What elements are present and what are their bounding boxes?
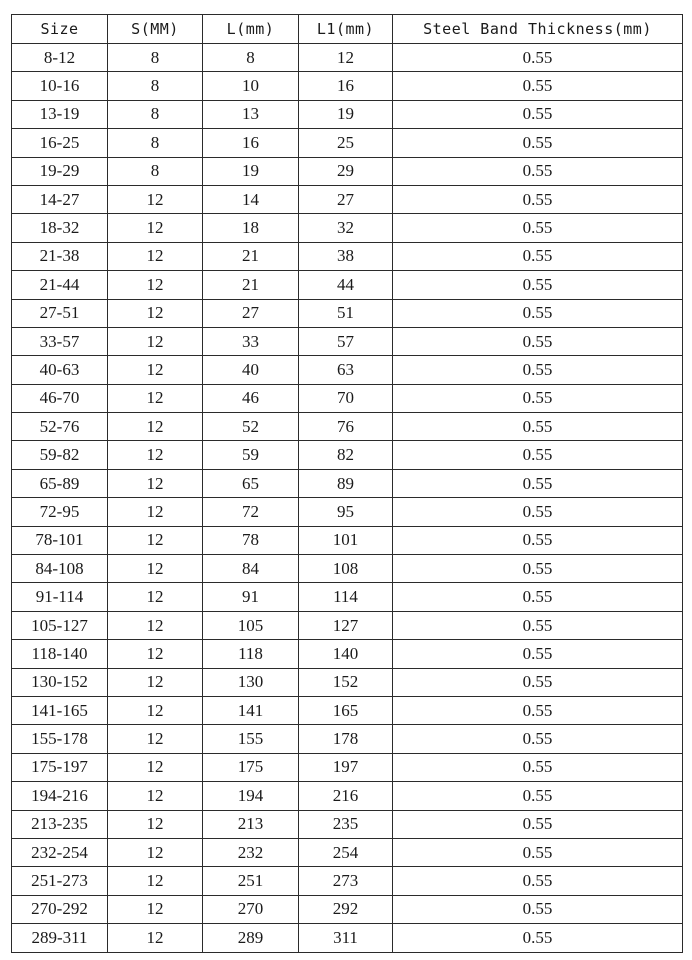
- size-cell: 130-152: [12, 668, 108, 696]
- size-cell: 18-32: [12, 214, 108, 242]
- column-header-thickness: Steel Band Thickness(mm): [393, 15, 683, 44]
- s-cell: 12: [108, 498, 203, 526]
- table-row: [12, 44, 683, 72]
- table-row: [12, 327, 683, 355]
- size-cell: 155-178: [12, 725, 108, 753]
- size-cell: 118-140: [12, 640, 108, 668]
- size-cell: 78-101: [12, 526, 108, 554]
- l1-cell: 254: [299, 838, 393, 866]
- table-row: [12, 299, 683, 327]
- s-cell: 12: [108, 413, 203, 441]
- table-row: [12, 838, 683, 866]
- table-row: [12, 782, 683, 810]
- size-cell: 52-76: [12, 413, 108, 441]
- l1-cell: 63: [299, 356, 393, 384]
- thickness-cell: 0.55: [393, 157, 683, 185]
- l-cell: 72: [203, 498, 299, 526]
- s-cell: 12: [108, 924, 203, 952]
- size-cell: 59-82: [12, 441, 108, 469]
- table-row: [12, 441, 683, 469]
- thickness-cell: 0.55: [393, 469, 683, 497]
- thickness-cell: 0.55: [393, 640, 683, 668]
- thickness-cell: 0.55: [393, 413, 683, 441]
- table-row: [12, 129, 683, 157]
- l1-cell: 140: [299, 640, 393, 668]
- l1-cell: 127: [299, 611, 393, 639]
- thickness-cell: 0.55: [393, 611, 683, 639]
- l-cell: 46: [203, 384, 299, 412]
- table-row: [12, 640, 683, 668]
- thickness-cell: 0.55: [393, 214, 683, 242]
- size-cell: 194-216: [12, 782, 108, 810]
- l-cell: 18: [203, 214, 299, 242]
- thickness-cell: 0.55: [393, 185, 683, 213]
- size-cell: 13-19: [12, 100, 108, 128]
- size-cell: 40-63: [12, 356, 108, 384]
- l-cell: 270: [203, 895, 299, 923]
- l-cell: 13: [203, 100, 299, 128]
- thickness-cell: 0.55: [393, 129, 683, 157]
- thickness-cell: 0.55: [393, 725, 683, 753]
- l1-cell: 12: [299, 44, 393, 72]
- size-cell: 270-292: [12, 895, 108, 923]
- s-cell: 12: [108, 185, 203, 213]
- l1-cell: 51: [299, 299, 393, 327]
- l1-cell: 273: [299, 867, 393, 895]
- l-cell: 141: [203, 696, 299, 724]
- l-cell: 155: [203, 725, 299, 753]
- table-row: [12, 214, 683, 242]
- thickness-cell: 0.55: [393, 895, 683, 923]
- thickness-cell: 0.55: [393, 696, 683, 724]
- table-row: [12, 668, 683, 696]
- l-cell: 289: [203, 924, 299, 952]
- size-cell: 14-27: [12, 185, 108, 213]
- s-cell: 12: [108, 668, 203, 696]
- table-header: [12, 15, 683, 44]
- s-cell: 8: [108, 44, 203, 72]
- size-cell: 91-114: [12, 583, 108, 611]
- size-cell: 27-51: [12, 299, 108, 327]
- thickness-cell: 0.55: [393, 384, 683, 412]
- l1-cell: 95: [299, 498, 393, 526]
- column-header-l: L(mm): [203, 15, 299, 44]
- thickness-cell: 0.55: [393, 555, 683, 583]
- table-row: [12, 185, 683, 213]
- thickness-cell: 0.55: [393, 271, 683, 299]
- s-cell: 12: [108, 725, 203, 753]
- size-cell: 84-108: [12, 555, 108, 583]
- s-cell: 12: [108, 583, 203, 611]
- l-cell: 10: [203, 72, 299, 100]
- size-cell: 19-29: [12, 157, 108, 185]
- l-cell: 16: [203, 129, 299, 157]
- table-row: [12, 498, 683, 526]
- size-cell: 16-25: [12, 129, 108, 157]
- l-cell: 52: [203, 413, 299, 441]
- l1-cell: 27: [299, 185, 393, 213]
- column-header-l1: L1(mm): [299, 15, 393, 44]
- l-cell: 251: [203, 867, 299, 895]
- thickness-cell: 0.55: [393, 327, 683, 355]
- table-row: [12, 157, 683, 185]
- l-cell: 130: [203, 668, 299, 696]
- table-row: [12, 895, 683, 923]
- thickness-cell: 0.55: [393, 782, 683, 810]
- s-cell: 12: [108, 469, 203, 497]
- l-cell: 194: [203, 782, 299, 810]
- l-cell: 232: [203, 838, 299, 866]
- l-cell: 65: [203, 469, 299, 497]
- l1-cell: 197: [299, 753, 393, 781]
- l1-cell: 38: [299, 242, 393, 270]
- column-header-s: S(MM): [108, 15, 203, 44]
- s-cell: 12: [108, 242, 203, 270]
- thickness-cell: 0.55: [393, 72, 683, 100]
- s-cell: 8: [108, 157, 203, 185]
- size-cell: 46-70: [12, 384, 108, 412]
- l1-cell: 216: [299, 782, 393, 810]
- table-row: [12, 611, 683, 639]
- l-cell: 21: [203, 242, 299, 270]
- size-cell: 141-165: [12, 696, 108, 724]
- thickness-cell: 0.55: [393, 583, 683, 611]
- s-cell: 12: [108, 214, 203, 242]
- s-cell: 12: [108, 611, 203, 639]
- size-cell: 289-311: [12, 924, 108, 952]
- l-cell: 14: [203, 185, 299, 213]
- l-cell: 59: [203, 441, 299, 469]
- size-cell: 33-57: [12, 327, 108, 355]
- thickness-cell: 0.55: [393, 668, 683, 696]
- l1-cell: 114: [299, 583, 393, 611]
- size-cell: 8-12: [12, 44, 108, 72]
- size-cell: 232-254: [12, 838, 108, 866]
- table-row: [12, 696, 683, 724]
- header-row: [12, 15, 683, 44]
- l-cell: 105: [203, 611, 299, 639]
- table-row: [12, 583, 683, 611]
- l1-cell: 16: [299, 72, 393, 100]
- l-cell: 91: [203, 583, 299, 611]
- l1-cell: 70: [299, 384, 393, 412]
- l-cell: 21: [203, 271, 299, 299]
- size-cell: 72-95: [12, 498, 108, 526]
- table-row: [12, 555, 683, 583]
- s-cell: 12: [108, 441, 203, 469]
- thickness-cell: 0.55: [393, 498, 683, 526]
- thickness-cell: 0.55: [393, 526, 683, 554]
- thickness-cell: 0.55: [393, 356, 683, 384]
- l-cell: 84: [203, 555, 299, 583]
- s-cell: 12: [108, 356, 203, 384]
- l-cell: 118: [203, 640, 299, 668]
- s-cell: 12: [108, 526, 203, 554]
- table-row: [12, 810, 683, 838]
- l-cell: 8: [203, 44, 299, 72]
- size-cell: 175-197: [12, 753, 108, 781]
- table-body: [12, 44, 683, 953]
- s-cell: 12: [108, 838, 203, 866]
- thickness-cell: 0.55: [393, 44, 683, 72]
- l1-cell: 29: [299, 157, 393, 185]
- thickness-cell: 0.55: [393, 100, 683, 128]
- l-cell: 78: [203, 526, 299, 554]
- column-header-size: Size: [12, 15, 108, 44]
- thickness-cell: 0.55: [393, 753, 683, 781]
- l-cell: 40: [203, 356, 299, 384]
- l1-cell: 108: [299, 555, 393, 583]
- table-row: [12, 526, 683, 554]
- table-row: [12, 100, 683, 128]
- l1-cell: 82: [299, 441, 393, 469]
- thickness-cell: 0.55: [393, 924, 683, 952]
- table-row: [12, 242, 683, 270]
- l-cell: 19: [203, 157, 299, 185]
- thickness-cell: 0.55: [393, 810, 683, 838]
- thickness-cell: 0.55: [393, 441, 683, 469]
- l-cell: 33: [203, 327, 299, 355]
- s-cell: 12: [108, 271, 203, 299]
- thickness-cell: 0.55: [393, 838, 683, 866]
- l-cell: 27: [203, 299, 299, 327]
- l1-cell: 101: [299, 526, 393, 554]
- s-cell: 12: [108, 640, 203, 668]
- size-cell: 213-235: [12, 810, 108, 838]
- s-cell: 12: [108, 867, 203, 895]
- s-cell: 8: [108, 129, 203, 157]
- table-row: [12, 413, 683, 441]
- thickness-cell: 0.55: [393, 242, 683, 270]
- l-cell: 175: [203, 753, 299, 781]
- thickness-cell: 0.55: [393, 867, 683, 895]
- size-cell: 21-38: [12, 242, 108, 270]
- s-cell: 8: [108, 100, 203, 128]
- table-row: [12, 271, 683, 299]
- s-cell: 12: [108, 555, 203, 583]
- l1-cell: 32: [299, 214, 393, 242]
- l1-cell: 19: [299, 100, 393, 128]
- thickness-cell: 0.55: [393, 299, 683, 327]
- l1-cell: 178: [299, 725, 393, 753]
- table-row: [12, 72, 683, 100]
- s-cell: 8: [108, 72, 203, 100]
- s-cell: 12: [108, 299, 203, 327]
- size-cell: 105-127: [12, 611, 108, 639]
- size-cell: 251-273: [12, 867, 108, 895]
- l1-cell: 57: [299, 327, 393, 355]
- l1-cell: 89: [299, 469, 393, 497]
- table-row: [12, 469, 683, 497]
- table-row: [12, 867, 683, 895]
- l1-cell: 44: [299, 271, 393, 299]
- l-cell: 213: [203, 810, 299, 838]
- size-cell: 21-44: [12, 271, 108, 299]
- table-row: [12, 356, 683, 384]
- l1-cell: 311: [299, 924, 393, 952]
- table-row: [12, 725, 683, 753]
- table-row: [12, 924, 683, 952]
- s-cell: 12: [108, 753, 203, 781]
- l1-cell: 76: [299, 413, 393, 441]
- steel-band-spec-table: [11, 14, 683, 953]
- table-row: [12, 384, 683, 412]
- spec-sheet: [11, 14, 683, 953]
- s-cell: 12: [108, 782, 203, 810]
- s-cell: 12: [108, 696, 203, 724]
- l1-cell: 152: [299, 668, 393, 696]
- s-cell: 12: [108, 810, 203, 838]
- l1-cell: 165: [299, 696, 393, 724]
- size-cell: 65-89: [12, 469, 108, 497]
- table-row: [12, 753, 683, 781]
- l1-cell: 235: [299, 810, 393, 838]
- s-cell: 12: [108, 384, 203, 412]
- l1-cell: 25: [299, 129, 393, 157]
- size-cell: 10-16: [12, 72, 108, 100]
- l1-cell: 292: [299, 895, 393, 923]
- s-cell: 12: [108, 895, 203, 923]
- s-cell: 12: [108, 327, 203, 355]
